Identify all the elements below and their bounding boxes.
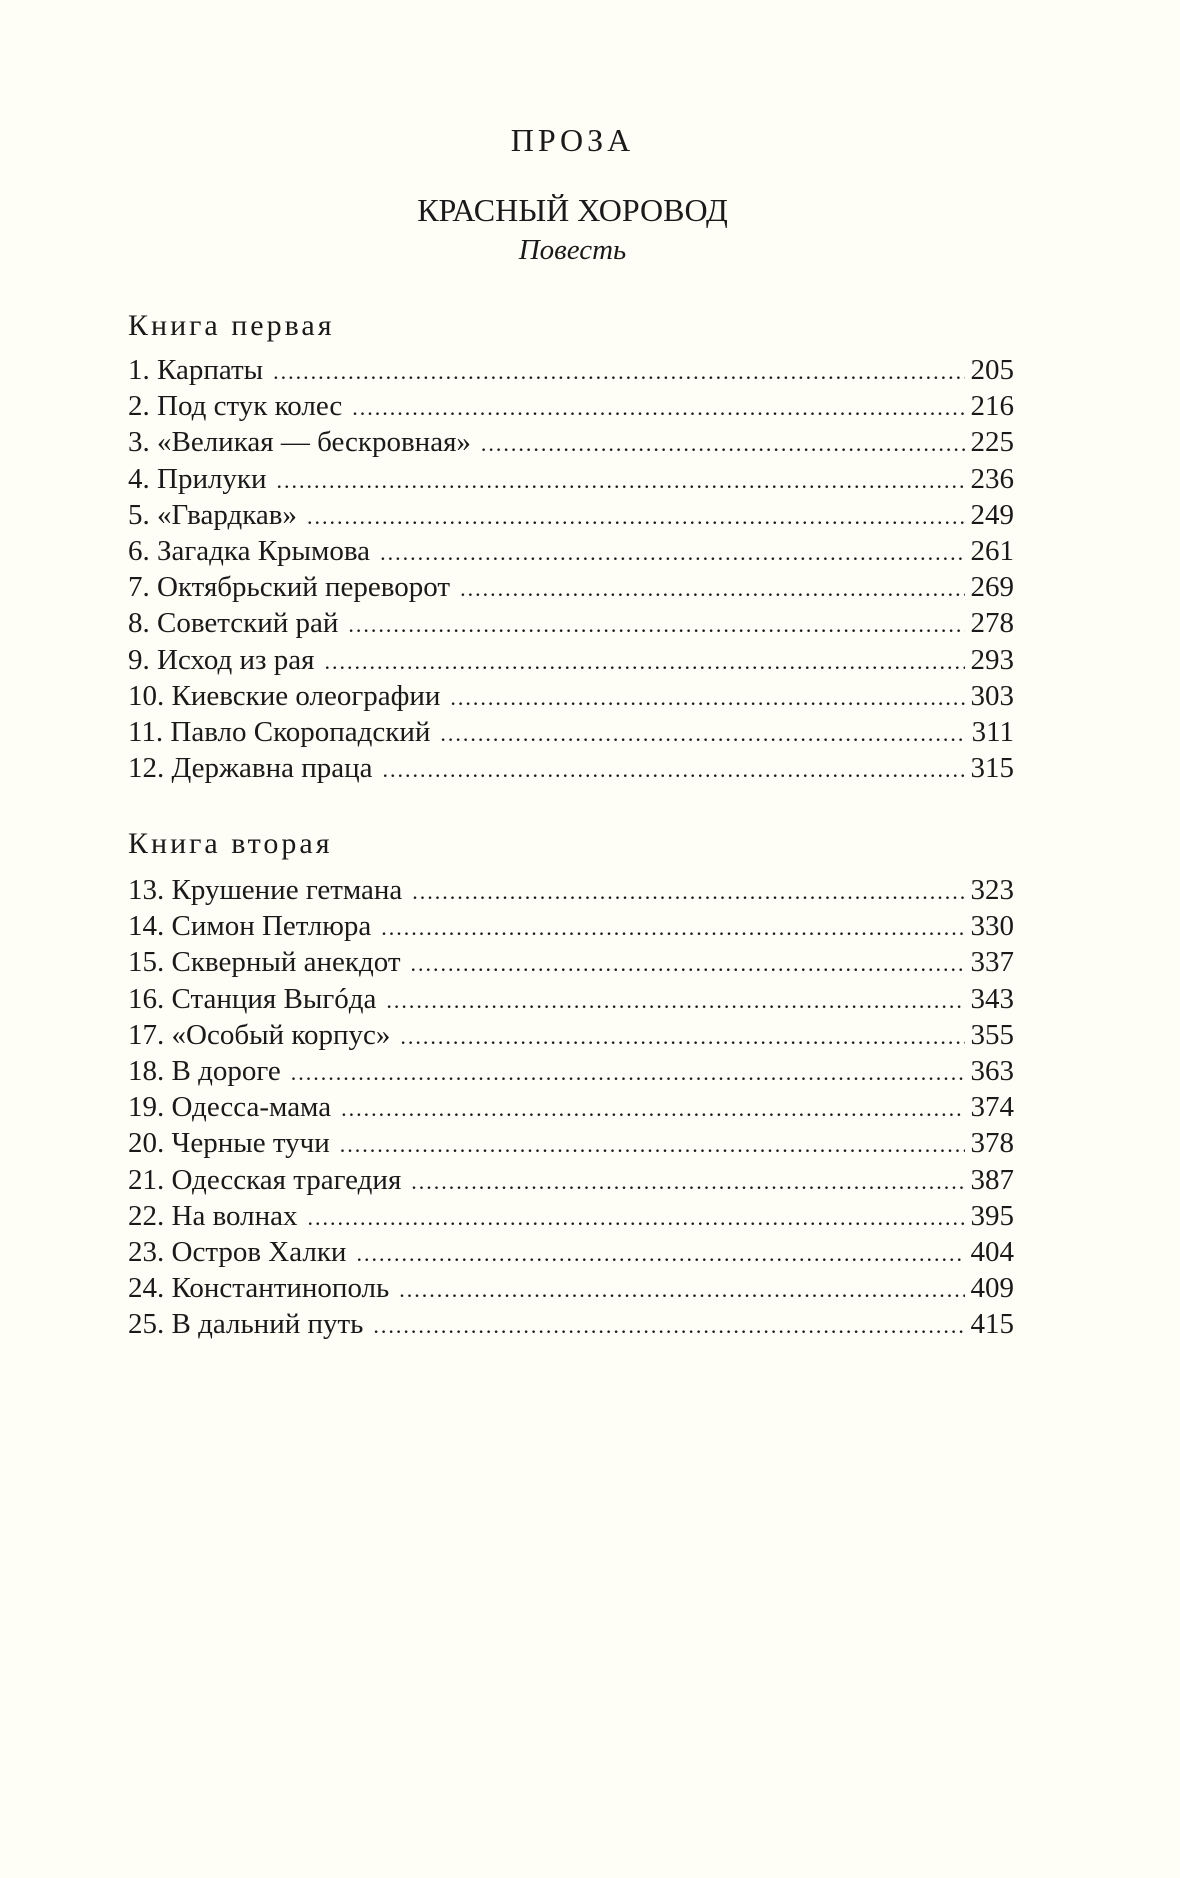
toc-entry-page-number: 261 — [970, 534, 1014, 567]
toc-entry-page-number: 315 — [970, 752, 1014, 785]
dot-leader — [440, 716, 965, 752]
toc-entry-title: 24. Константинополь — [128, 1272, 390, 1305]
toc-entry-page-number: 236 — [970, 462, 1014, 495]
dot-leader — [341, 1091, 964, 1127]
toc-entry[interactable] — [128, 569, 1014, 605]
toc-entry[interactable] — [128, 1125, 1014, 1161]
toc-entry[interactable] — [128, 1234, 1014, 1270]
toc-entry-title: 3. «Великая — бескровная» — [128, 426, 471, 459]
dot-leader — [383, 752, 965, 788]
toc-entry-title: 1. Карпаты — [128, 354, 264, 386]
toc-entry-page-number: 363 — [970, 1054, 1014, 1087]
toc-entry-page-number: 343 — [970, 982, 1014, 1015]
dot-leader — [460, 571, 964, 607]
toc-entry-page-number: 415 — [970, 1308, 1014, 1341]
toc-entry-title: 14. Симон Петлюра — [128, 910, 372, 943]
toc-entry-title: 4. Прилуки — [128, 462, 267, 495]
toc-entry[interactable] — [128, 1017, 1014, 1053]
dot-leader — [307, 499, 965, 535]
toc-entry[interactable] — [128, 461, 1014, 497]
toc-entry[interactable] — [128, 1198, 1014, 1234]
toc-entry-title: 9. Исход из рая — [128, 643, 315, 676]
toc-entry-title: 2. Под стук колес — [128, 390, 343, 423]
work-title: КРАСНЫЙ ХОРОВОД — [417, 192, 728, 228]
work-subtitle: Повесть — [518, 234, 627, 266]
toc-entry[interactable] — [128, 714, 1014, 750]
toc-entry-page-number: 293 — [970, 643, 1014, 676]
book-heading-second: Книга вторая — [128, 827, 333, 860]
toc-list-book-second — [128, 872, 1014, 1342]
toc-entry[interactable] — [128, 1089, 1014, 1125]
dot-leader — [348, 607, 964, 643]
dot-leader — [386, 983, 964, 1019]
toc-entry-page-number: 387 — [970, 1163, 1014, 1196]
toc-entry-title: 12. Державна праца — [128, 752, 373, 785]
toc-entry-page-number: 378 — [970, 1127, 1014, 1160]
dot-leader — [324, 644, 964, 680]
toc-entry-page-number: 311 — [971, 715, 1014, 748]
toc-entry-page-number: 330 — [970, 910, 1014, 943]
dot-leader — [373, 1308, 964, 1344]
toc-list-book-first — [128, 352, 1014, 786]
section-title: ПРОЗА — [510, 122, 635, 158]
toc-entry-page-number: 395 — [970, 1199, 1014, 1232]
dot-leader — [481, 426, 965, 462]
toc-entry-title: 13. Крушение гетмана — [128, 874, 403, 906]
dot-leader — [450, 680, 964, 716]
toc-entry-title: 25. В дальний путь — [128, 1308, 364, 1341]
toc-entry[interactable] — [128, 872, 1014, 908]
toc-entry-title: 18. В дороге — [128, 1054, 281, 1087]
toc-entry-title: 15. Скверный анекдот — [128, 946, 401, 979]
dot-leader — [356, 1236, 964, 1272]
dot-leader — [412, 874, 964, 910]
toc-entry[interactable] — [128, 981, 1014, 1017]
toc-entry-title: 20. Черные тучи — [128, 1127, 330, 1160]
toc-entry[interactable] — [128, 1162, 1014, 1198]
toc-entry-page-number: 249 — [970, 498, 1014, 531]
toc-entry-page-number: 225 — [970, 426, 1014, 459]
toc-entry[interactable] — [128, 908, 1014, 944]
toc-entry-page-number: 323 — [970, 874, 1014, 906]
dot-leader — [381, 910, 964, 946]
toc-entry-page-number: 404 — [970, 1235, 1014, 1268]
dot-leader — [411, 1164, 964, 1200]
book-heading-first: Книга первая — [128, 309, 335, 342]
dot-leader — [277, 463, 965, 499]
toc-entry-title: 8. Советский рай — [128, 607, 339, 640]
toc-entry-page-number: 337 — [970, 946, 1014, 979]
toc-entry-title: 11. Павло Скоропадский — [128, 715, 431, 748]
toc-entry-title: 22. На волнах — [128, 1199, 298, 1232]
toc-entry[interactable] — [128, 352, 1014, 388]
toc-entry-page-number: 303 — [970, 679, 1014, 712]
toc-entry[interactable] — [128, 1306, 1014, 1342]
toc-entry-title: 6. Загадка Крымова — [128, 534, 371, 567]
dot-leader — [400, 1019, 964, 1055]
toc-entry[interactable] — [128, 642, 1014, 678]
toc-entry[interactable] — [128, 497, 1014, 533]
toc-entry-title: 17. «Особый корпус» — [128, 1018, 391, 1051]
dot-leader — [340, 1127, 965, 1163]
toc-entry-title: 21. Одесская трагедия — [128, 1163, 402, 1196]
dot-leader — [411, 946, 965, 982]
toc-entry-page-number: 269 — [970, 571, 1014, 604]
toc-entry-title: 7. Октябрьский переворот — [128, 571, 451, 604]
toc-entry[interactable] — [128, 1270, 1014, 1306]
toc-entry-page-number: 205 — [970, 354, 1014, 386]
toc-entry[interactable] — [128, 1053, 1014, 1089]
toc-entry-page-number: 278 — [970, 607, 1014, 640]
toc-entry[interactable] — [128, 533, 1014, 569]
toc-entry[interactable] — [128, 750, 1014, 786]
toc-entry[interactable] — [128, 678, 1014, 714]
toc-entry-title: 16. Станция Выгóда — [128, 982, 377, 1015]
toc-entry-page-number: 216 — [970, 390, 1014, 423]
dot-leader — [399, 1272, 964, 1308]
toc-entry-title: 10. Киевские олеографии — [128, 679, 441, 712]
toc-entry[interactable] — [128, 944, 1014, 980]
toc-entry-title: 23. Остров Халки — [128, 1235, 347, 1268]
toc-entry-page-number: 409 — [970, 1272, 1014, 1305]
dot-leader — [308, 1200, 965, 1236]
toc-entry[interactable] — [128, 605, 1014, 641]
toc-entry[interactable] — [128, 388, 1014, 424]
toc-entry-title: 19. Одесса-мама — [128, 1091, 332, 1124]
toc-entry-title: 5. «Гвардкав» — [128, 498, 297, 531]
dot-leader — [380, 535, 964, 571]
toc-entry-page-number: 355 — [970, 1018, 1014, 1051]
dot-leader — [291, 1055, 965, 1091]
toc-entry-page-number: 374 — [970, 1091, 1014, 1124]
toc-entry[interactable] — [128, 424, 1014, 460]
dot-leader — [352, 390, 964, 426]
dot-leader — [273, 354, 964, 390]
